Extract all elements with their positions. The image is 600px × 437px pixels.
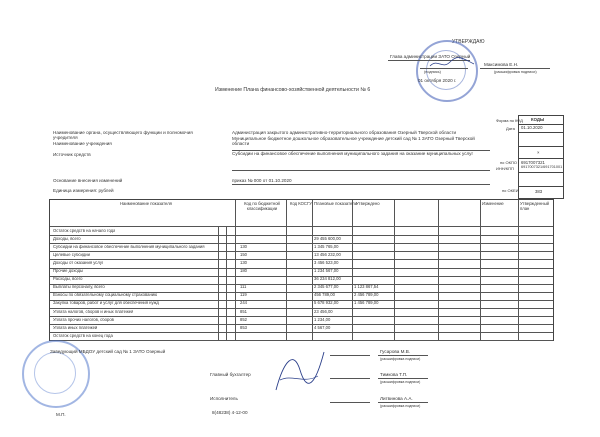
codes-inn-label: ИНН/КПП [496,166,514,171]
executor-caption: (расшифровка подписи) [380,404,421,408]
codes-okei-value: 383 [535,189,543,194]
sign-caption: (подпись) [424,70,441,74]
row-plan-value: 456 789,00 [314,292,335,298]
row-plan-value: 5 678 932,00 [314,300,339,306]
row-name: Уплата иных платежей [53,325,98,330]
executor-label: Исполнитель [210,396,238,401]
row-name: Взносы по обязательному социальному страхованию [53,293,158,298]
row-name: Уплата прочих налогов, сборов [53,317,114,322]
codes-date-label: Дата [506,126,515,131]
org-value: Администрация закрытого административно-территориального образования Озерный Тверской области [232,130,457,135]
accountant-name: Тимкова Т.П. [380,372,408,377]
codes-okpo-label: по ОКПО [500,160,517,165]
row-plan-value: 23 456,00 [314,308,333,314]
row-name: Субсидии на финансовое обеспечение выполнения муниципального задания [53,244,205,249]
row-name: Выплаты персоналу, всего [53,285,105,290]
row-approved-value: 1 123 867,54 [354,284,379,290]
row-name: Прочие доходы [53,269,84,273]
document-title: Изменение Плана финансово-хозяйственной деятельности № 6 [215,87,371,93]
row-name: Доходы, всего [53,236,81,241]
row-code: 851 [240,308,247,314]
unit-label: Единица измерения: рублей [53,188,114,193]
plan-table [49,199,554,341]
row-plan-value: 36 234 812,00 [314,276,341,282]
name-caption: (расшифровка подписи) [494,70,537,74]
codes-okei-label: по ОКЕИ [502,188,519,193]
row-code: 111 [240,284,247,290]
basis-label: Основание внесения изменений [53,178,123,183]
source-label: Источник средств [53,152,91,157]
row-code: 852 [240,316,247,322]
th-code: Код по бюджетной классификации [244,201,280,211]
signer-underline [480,68,550,69]
accountant-label: Главный бухгалтер [210,372,251,377]
org-label: Наименование органа, осуществляющего функции и полномочия учредителя [53,130,193,141]
row-approved-value: 1 456 789,00 [354,300,379,306]
inst-value: Муниципальное бюджетное дошкольное образовательное учреждение детский сад № 1 ЗАТО Озерный Тверской области [232,136,475,147]
row-approved-value: 2 456 789,00 [354,292,379,298]
row-plan-value: 1 234 567,00 [314,268,339,273]
th-kosgu: Код КОСГУ [290,201,312,206]
approval-title: УТВЕРЖДАЮ [452,39,485,45]
th-name: Наименование показателя [120,201,172,206]
row-name: Целевые субсидии [53,252,90,257]
row-plan-value: 29 455 600,00 [314,235,341,241]
row-code: 130 [240,259,247,265]
row-name: Доходы от оказания услуг [53,260,104,265]
executor-name: Литвинова А.А. [380,396,413,401]
signature-bottom [270,340,330,400]
row-plan-value: 13 456 232,00 [314,251,341,257]
row-code: 853 [240,324,247,330]
codes-header: КОДЫ [531,117,545,122]
phone: 8(48238) 4-12-00 [212,410,248,415]
head-label: Заведующий МБДОУ детский сад № 1 ЗАТО Озерный [50,349,166,354]
approval-date: 01 октября 2020 г. [418,78,457,83]
th-change: Изменение [482,201,504,206]
inst-label: Наименование учреждения [53,141,112,146]
row-name: Уплата налогов, сборов и иных платежей [53,309,134,314]
mp-label: М.П. [56,412,66,417]
row-name: Остаток средств на начало года [53,228,116,233]
row-plan-value: 1 234,00 [314,316,331,322]
row-plan-value: 1 345 765,00 [314,243,339,249]
row-code: 244 [240,300,247,306]
codes-date-value: 01.10.2020 [521,125,543,130]
accountant-caption: (расшифровка подписи) [380,380,421,384]
approval-org: Глава администрации ЗАТО Озерный [390,54,471,59]
codes-box: КОДЫ 01.10.2020 × 6917007321 6917007321/691701001 383 [518,115,564,199]
row-name: Закупка товаров, работ и услуг для обеспечения нужд [53,301,159,306]
row-code: 119 [240,292,247,298]
th-approved: Утверждено [356,201,380,206]
row-code: 180 [240,268,247,273]
head-name: Гусарова М.В. [380,349,411,354]
basis-value: приказ № 000 от 01.10.2020 [232,178,292,183]
codes-inn-value: 6917007321/691701001 [521,165,563,169]
row-name: Расходы, всего [53,277,83,282]
row-plan-value: 4 567,00 [314,324,331,330]
th-approved-plan: Утвержденный план [520,201,549,211]
row-code: 150 [240,251,247,257]
signature-top [428,56,478,70]
approval-signer: Максимова Е.Н. [484,62,519,67]
source-value: Субсидии на финансовое обеспечение выполнения муниципального задания на оказание муниципальных услуг [232,151,474,156]
row-name: Остаток средств на конец года [53,333,113,338]
codes-okpo-value: 6917007321 [521,160,545,165]
codes-form-label: Форма по КФД [496,118,523,123]
row-code: 130 [240,243,247,249]
row-plan-value: 3 456 523,00 [314,259,339,265]
head-caption: (расшифровка подписи) [380,357,421,361]
row-plan-value: 2 345 677,00 [314,284,339,290]
th-plan: Плановые показатели [314,201,357,206]
